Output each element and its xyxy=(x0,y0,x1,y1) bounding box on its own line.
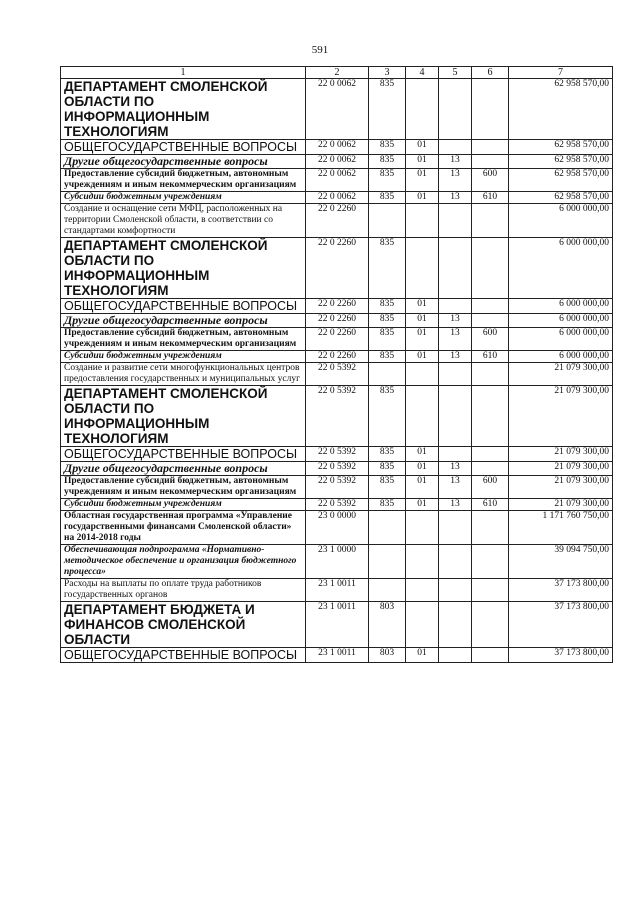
row-name-cell: Субсидии бюджетным учреждениям xyxy=(61,351,306,363)
amount-cell: 6 000 000,00 xyxy=(509,328,613,351)
table-row xyxy=(61,511,613,545)
amount-cell: 37 173 800,00 xyxy=(509,648,613,663)
expense-type-cell xyxy=(472,299,509,314)
target-article-cell: 22 0 5392 xyxy=(306,499,369,511)
row-name-cell: Другие общегосударственные вопросы xyxy=(61,314,306,328)
amount-cell: 21 079 300,00 xyxy=(509,386,613,447)
expense-type-cell xyxy=(472,579,509,602)
subsection-cell: 13 xyxy=(439,476,472,499)
expense-type-cell xyxy=(472,155,509,169)
subsection-cell: 13 xyxy=(439,314,472,328)
expense-type-cell: 600 xyxy=(472,476,509,499)
section-cell: 01 xyxy=(406,140,439,155)
column-header: 7 xyxy=(509,67,613,79)
amount-cell: 21 079 300,00 xyxy=(509,363,613,386)
subsection-cell: 13 xyxy=(439,499,472,511)
department-code-cell: 803 xyxy=(369,602,406,648)
row-name-cell: ДЕПАРТАМЕНТ СМОЛЕНСКОЙ ОБЛАСТИ ПО ИНФОРМАЦИОННЫМ ТЕХНОЛОГИЯМ xyxy=(61,386,306,447)
department-code-cell: 835 xyxy=(369,476,406,499)
table-row xyxy=(61,602,613,648)
section-cell xyxy=(406,602,439,648)
table-row xyxy=(61,476,613,499)
amount-cell: 1 171 760 750,00 xyxy=(509,511,613,545)
expense-type-cell xyxy=(472,511,509,545)
section-cell: 01 xyxy=(406,476,439,499)
budget-table xyxy=(60,66,613,663)
amount-cell: 37 173 800,00 xyxy=(509,602,613,648)
row-name-cell: Расходы на выплаты по оплате труда работников государственных органов xyxy=(61,579,306,602)
department-code-cell: 835 xyxy=(369,155,406,169)
target-article-cell: 22 0 2260 xyxy=(306,328,369,351)
target-article-cell: 23 0 0000 xyxy=(306,511,369,545)
department-code-cell: 835 xyxy=(369,299,406,314)
row-name-cell: Создание и развитие сети многофункциональных центров предоставления государственных и муниципальных услуг xyxy=(61,363,306,386)
table-row xyxy=(61,579,613,602)
department-code-cell: 835 xyxy=(369,79,406,140)
amount-cell: 62 958 570,00 xyxy=(509,169,613,192)
target-article-cell: 23 1 0011 xyxy=(306,579,369,602)
department-code-cell: 835 xyxy=(369,386,406,447)
table-row xyxy=(61,545,613,579)
table-row xyxy=(61,79,613,140)
target-article-cell: 22 0 0062 xyxy=(306,169,369,192)
expense-type-cell xyxy=(472,447,509,462)
subsection-cell xyxy=(439,648,472,663)
section-cell xyxy=(406,511,439,545)
section-cell: 01 xyxy=(406,447,439,462)
column-header: 4 xyxy=(406,67,439,79)
expense-type-cell xyxy=(472,314,509,328)
amount-cell: 62 958 570,00 xyxy=(509,140,613,155)
department-code-cell: 835 xyxy=(369,192,406,204)
table-row xyxy=(61,363,613,386)
row-name-cell: ДЕПАРТАМЕНТ СМОЛЕНСКОЙ ОБЛАСТИ ПО ИНФОРМАЦИОННЫМ ТЕХНОЛОГИЯМ xyxy=(61,238,306,299)
section-cell xyxy=(406,579,439,602)
target-article-cell: 22 0 5392 xyxy=(306,462,369,476)
expense-type-cell xyxy=(472,140,509,155)
table-row xyxy=(61,447,613,462)
target-article-cell: 22 0 5392 xyxy=(306,476,369,499)
row-name-cell: ОБЩЕГОСУДАРСТВЕННЫЕ ВОПРОСЫ xyxy=(61,140,306,155)
subsection-cell: 13 xyxy=(439,192,472,204)
section-cell xyxy=(406,238,439,299)
table-row xyxy=(61,155,613,169)
section-cell xyxy=(406,545,439,579)
row-name-cell: Обеспечивающая подпрограмма «Нормативно-методическое обеспечение и организация бюджетного процесса» xyxy=(61,545,306,579)
section-cell: 01 xyxy=(406,314,439,328)
row-name-cell: Предоставление субсидий бюджетным, автономным учреждениям и иным некоммерческим организациям xyxy=(61,476,306,499)
amount-cell: 62 958 570,00 xyxy=(509,155,613,169)
department-code-cell: 803 xyxy=(369,648,406,663)
table-row xyxy=(61,169,613,192)
page-number: 591 xyxy=(311,44,329,56)
row-name-cell: ДЕПАРТАМЕНТ БЮДЖЕТА И ФИНАНСОВ СМОЛЕНСКОЙ ОБЛАСТИ xyxy=(61,602,306,648)
section-cell: 01 xyxy=(406,648,439,663)
row-name-cell: Предоставление субсидий бюджетным, автономным учреждениям и иным некоммерческим организациям xyxy=(61,328,306,351)
target-article-cell: 22 0 5392 xyxy=(306,363,369,386)
department-code-cell xyxy=(369,363,406,386)
expense-type-cell xyxy=(472,462,509,476)
target-article-cell: 22 0 0062 xyxy=(306,192,369,204)
expense-type-cell xyxy=(472,545,509,579)
table-row xyxy=(61,328,613,351)
expense-type-cell xyxy=(472,648,509,663)
row-name-cell: Предоставление субсидий бюджетным, автономным учреждениям и иным некоммерческим организациям xyxy=(61,169,306,192)
row-name-cell: ОБЩЕГОСУДАРСТВЕННЫЕ ВОПРОСЫ xyxy=(61,447,306,462)
amount-cell: 6 000 000,00 xyxy=(509,299,613,314)
amount-cell: 21 079 300,00 xyxy=(509,462,613,476)
table-row xyxy=(61,648,613,663)
row-name-cell: Субсидии бюджетным учреждениям xyxy=(61,192,306,204)
amount-cell: 6 000 000,00 xyxy=(509,204,613,238)
section-cell: 01 xyxy=(406,499,439,511)
section-cell: 01 xyxy=(406,328,439,351)
department-code-cell xyxy=(369,511,406,545)
department-code-cell xyxy=(369,579,406,602)
expense-type-cell: 610 xyxy=(472,499,509,511)
amount-cell: 6 000 000,00 xyxy=(509,314,613,328)
column-header: 5 xyxy=(439,67,472,79)
table-row xyxy=(61,386,613,447)
row-name-cell: ОБЩЕГОСУДАРСТВЕННЫЕ ВОПРОСЫ xyxy=(61,648,306,663)
subsection-cell xyxy=(439,299,472,314)
target-article-cell: 22 0 2260 xyxy=(306,314,369,328)
department-code-cell xyxy=(369,204,406,238)
subsection-cell xyxy=(439,602,472,648)
row-name-cell: ОБЩЕГОСУДАРСТВЕННЫЕ ВОПРОСЫ xyxy=(61,299,306,314)
target-article-cell: 23 1 0000 xyxy=(306,545,369,579)
expense-type-cell: 600 xyxy=(472,169,509,192)
target-article-cell: 22 0 2260 xyxy=(306,238,369,299)
section-cell xyxy=(406,386,439,447)
section-cell xyxy=(406,79,439,140)
amount-cell: 21 079 300,00 xyxy=(509,499,613,511)
expense-type-cell: 600 xyxy=(472,328,509,351)
row-name-cell: Другие общегосударственные вопросы xyxy=(61,155,306,169)
target-article-cell: 22 0 5392 xyxy=(306,386,369,447)
subsection-cell xyxy=(439,579,472,602)
header-row xyxy=(61,67,613,79)
department-code-cell xyxy=(369,545,406,579)
subsection-cell: 13 xyxy=(439,328,472,351)
department-code-cell: 835 xyxy=(369,447,406,462)
table-row xyxy=(61,314,613,328)
target-article-cell: 22 0 2260 xyxy=(306,299,369,314)
subsection-cell xyxy=(439,79,472,140)
row-name-cell: ДЕПАРТАМЕНТ СМОЛЕНСКОЙ ОБЛАСТИ ПО ИНФОРМАЦИОННЫМ ТЕХНОЛОГИЯМ xyxy=(61,79,306,140)
target-article-cell: 23 1 0011 xyxy=(306,602,369,648)
department-code-cell: 835 xyxy=(369,169,406,192)
subsection-cell xyxy=(439,545,472,579)
amount-cell: 21 079 300,00 xyxy=(509,447,613,462)
subsection-cell xyxy=(439,386,472,447)
section-cell: 01 xyxy=(406,192,439,204)
table-row xyxy=(61,299,613,314)
department-code-cell: 835 xyxy=(369,238,406,299)
section-cell: 01 xyxy=(406,299,439,314)
subsection-cell: 13 xyxy=(439,462,472,476)
subsection-cell xyxy=(439,511,472,545)
table-row xyxy=(61,140,613,155)
department-code-cell: 835 xyxy=(369,314,406,328)
section-cell: 01 xyxy=(406,169,439,192)
target-article-cell: 22 0 2260 xyxy=(306,204,369,238)
table-row xyxy=(61,192,613,204)
section-cell xyxy=(406,204,439,238)
section-cell: 01 xyxy=(406,351,439,363)
target-article-cell: 22 0 2260 xyxy=(306,351,369,363)
department-code-cell: 835 xyxy=(369,328,406,351)
row-name-cell: Областная государственная программа «Управление государственными финансами Смоленской области» на 2014-2018 годы xyxy=(61,511,306,545)
section-cell: 01 xyxy=(406,155,439,169)
amount-cell: 62 958 570,00 xyxy=(509,192,613,204)
department-code-cell: 835 xyxy=(369,499,406,511)
section-cell: 01 xyxy=(406,462,439,476)
row-name-cell: Субсидии бюджетным учреждениям xyxy=(61,499,306,511)
subsection-cell: 13 xyxy=(439,169,472,192)
row-name-cell: Создание и оснащение сети МФЦ, расположенных на территории Смоленской области, в соответствии со стандартами комфортности xyxy=(61,204,306,238)
column-header: 6 xyxy=(472,67,509,79)
expense-type-cell: 610 xyxy=(472,351,509,363)
expense-type-cell xyxy=(472,602,509,648)
expense-type-cell xyxy=(472,204,509,238)
table-row xyxy=(61,499,613,511)
section-cell xyxy=(406,363,439,386)
table-row xyxy=(61,462,613,476)
expense-type-cell xyxy=(472,386,509,447)
subsection-cell xyxy=(439,363,472,386)
amount-cell: 62 958 570,00 xyxy=(509,79,613,140)
row-name-cell: Другие общегосударственные вопросы xyxy=(61,462,306,476)
expense-type-cell xyxy=(472,79,509,140)
subsection-cell: 13 xyxy=(439,351,472,363)
department-code-cell: 835 xyxy=(369,462,406,476)
amount-cell: 21 079 300,00 xyxy=(509,476,613,499)
expense-type-cell: 610 xyxy=(472,192,509,204)
expense-type-cell xyxy=(472,363,509,386)
subsection-cell xyxy=(439,204,472,238)
subsection-cell xyxy=(439,238,472,299)
subsection-cell xyxy=(439,447,472,462)
target-article-cell: 22 0 0062 xyxy=(306,140,369,155)
department-code-cell: 835 xyxy=(369,140,406,155)
department-code-cell: 835 xyxy=(369,351,406,363)
table-row xyxy=(61,238,613,299)
amount-cell: 6 000 000,00 xyxy=(509,238,613,299)
column-header: 2 xyxy=(306,67,369,79)
target-article-cell: 22 0 0062 xyxy=(306,79,369,140)
subsection-cell: 13 xyxy=(439,155,472,169)
target-article-cell: 22 0 0062 xyxy=(306,155,369,169)
column-header: 1 xyxy=(61,67,306,79)
target-article-cell: 23 1 0011 xyxy=(306,648,369,663)
table-row xyxy=(61,204,613,238)
table-body xyxy=(61,79,613,663)
column-header: 3 xyxy=(369,67,406,79)
amount-cell: 39 094 750,00 xyxy=(509,545,613,579)
amount-cell: 37 173 800,00 xyxy=(509,579,613,602)
subsection-cell xyxy=(439,140,472,155)
expense-type-cell xyxy=(472,238,509,299)
amount-cell: 6 000 000,00 xyxy=(509,351,613,363)
table-row xyxy=(61,351,613,363)
target-article-cell: 22 0 5392 xyxy=(306,447,369,462)
